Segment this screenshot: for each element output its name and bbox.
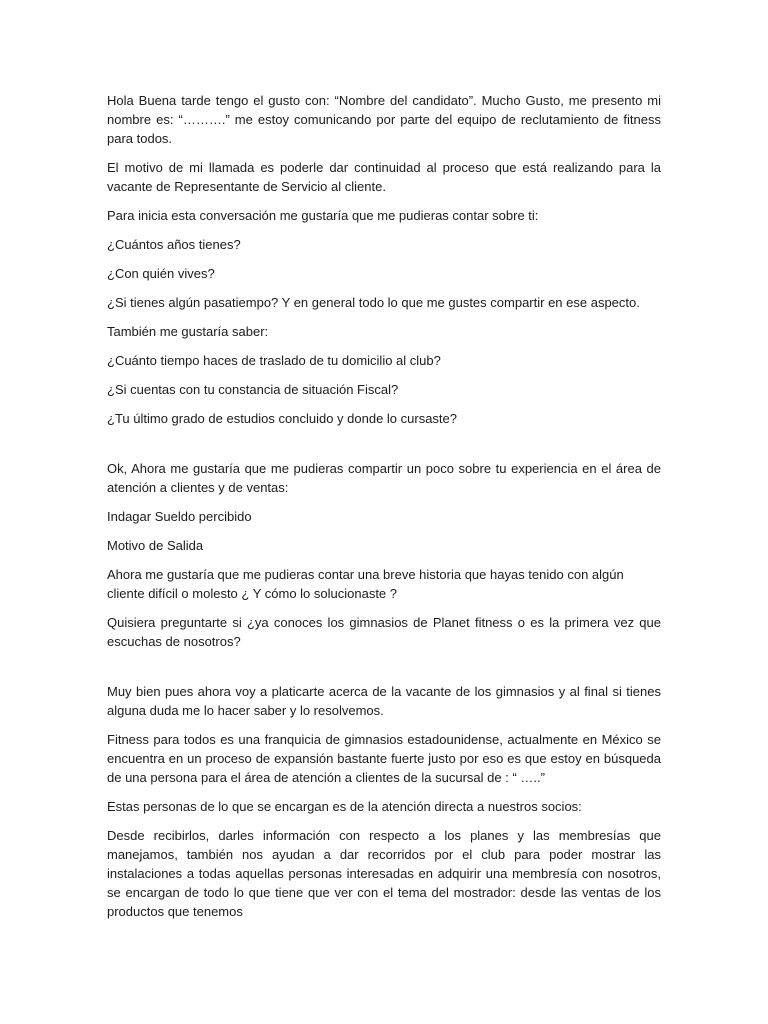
responsibilities-intro-paragraph: Estas personas de lo que se encargan es de la atención directa a nuestros socios:	[107, 799, 582, 814]
also-know-paragraph: También me gustaría saber:	[107, 324, 269, 339]
question-tax-certificate: ¿Si cuentas con tu constancia de situación Fiscal?	[107, 382, 399, 397]
question-education: ¿Tu último grado de estudios concluido y donde lo cursaste?	[107, 411, 457, 426]
salary-note: Indagar Sueldo percibido	[107, 509, 252, 524]
question-commute: ¿Cuánto tiempo haces de traslado de tu domicilio al club?	[107, 353, 441, 368]
planet-fitness-question: Quisiera preguntarte si ¿ya conoces los gimnasios de Planet fitness o es la primera vez que escuchas de nosotros?	[107, 615, 661, 649]
question-hobby: ¿Si tienes algún pasatiempo? Y en general todo lo que me gustes compartir en ese aspecto.	[107, 295, 640, 310]
exit-reason-note: Motivo de Salida	[107, 538, 204, 553]
intro-question-paragraph: Para inicia esta conversación me gustaría que me pudieras contar sobre ti:	[107, 208, 539, 223]
call-reason-paragraph: El motivo de mi llamada es poderle dar continuidad al proceso que está realizando para la vacante de Representante de Servicio al cliente.	[107, 160, 661, 194]
question-living: ¿Con quién vives?	[107, 266, 215, 281]
experience-paragraph: Ok, Ahora me gustaría que me pudieras compartir un poco sobre tu experiencia en el área de atención a clientes y de ventas:	[107, 461, 661, 495]
difficult-client-paragraph: Ahora me gustaría que me pudieras contar una breve historia que hayas tenido con algún cliente difícil o molesto ¿ Y cómo lo solucionaste ?	[107, 567, 624, 601]
question-age: ¿Cuántos años tienes?	[107, 237, 241, 252]
responsibilities-detail-paragraph: Desde recibirlos, darles información con respecto a los planes y las membresías que manejamos, también nos ayudan a dar recorridos por el club para poder mostrar las instalaciones a todas aquellas personas interesadas en adquirir una membresía con nosotros, se encargan de todo lo que tiene que ver con el tema del mostrador: desde las ventas de los productos que tenemos	[107, 828, 661, 919]
company-description-paragraph: Fitness para todos es una franquicia de gimnasios estadounidense, actualmente en México se encuentra en un proceso de expansión bastante fuerte justo por eso es que estoy en búsqueda de una persona para el área de atención a clientes de la sucursal de : “ …..”	[107, 732, 661, 785]
document-body	[107, 91, 661, 931]
vacancy-intro-paragraph: Muy bien pues ahora voy a platicarte acerca de la vacante de los gimnasios y al final si tienes alguna duda me lo hacer saber y lo resolvemos.	[107, 684, 661, 718]
greeting-paragraph: Hola Buena tarde tengo el gusto con: “Nombre del candidato”. Mucho Gusto, me presento mi nombre es: “……….” me estoy comunicando por parte del equipo de reclutamiento de fitness para todos.	[107, 93, 661, 146]
